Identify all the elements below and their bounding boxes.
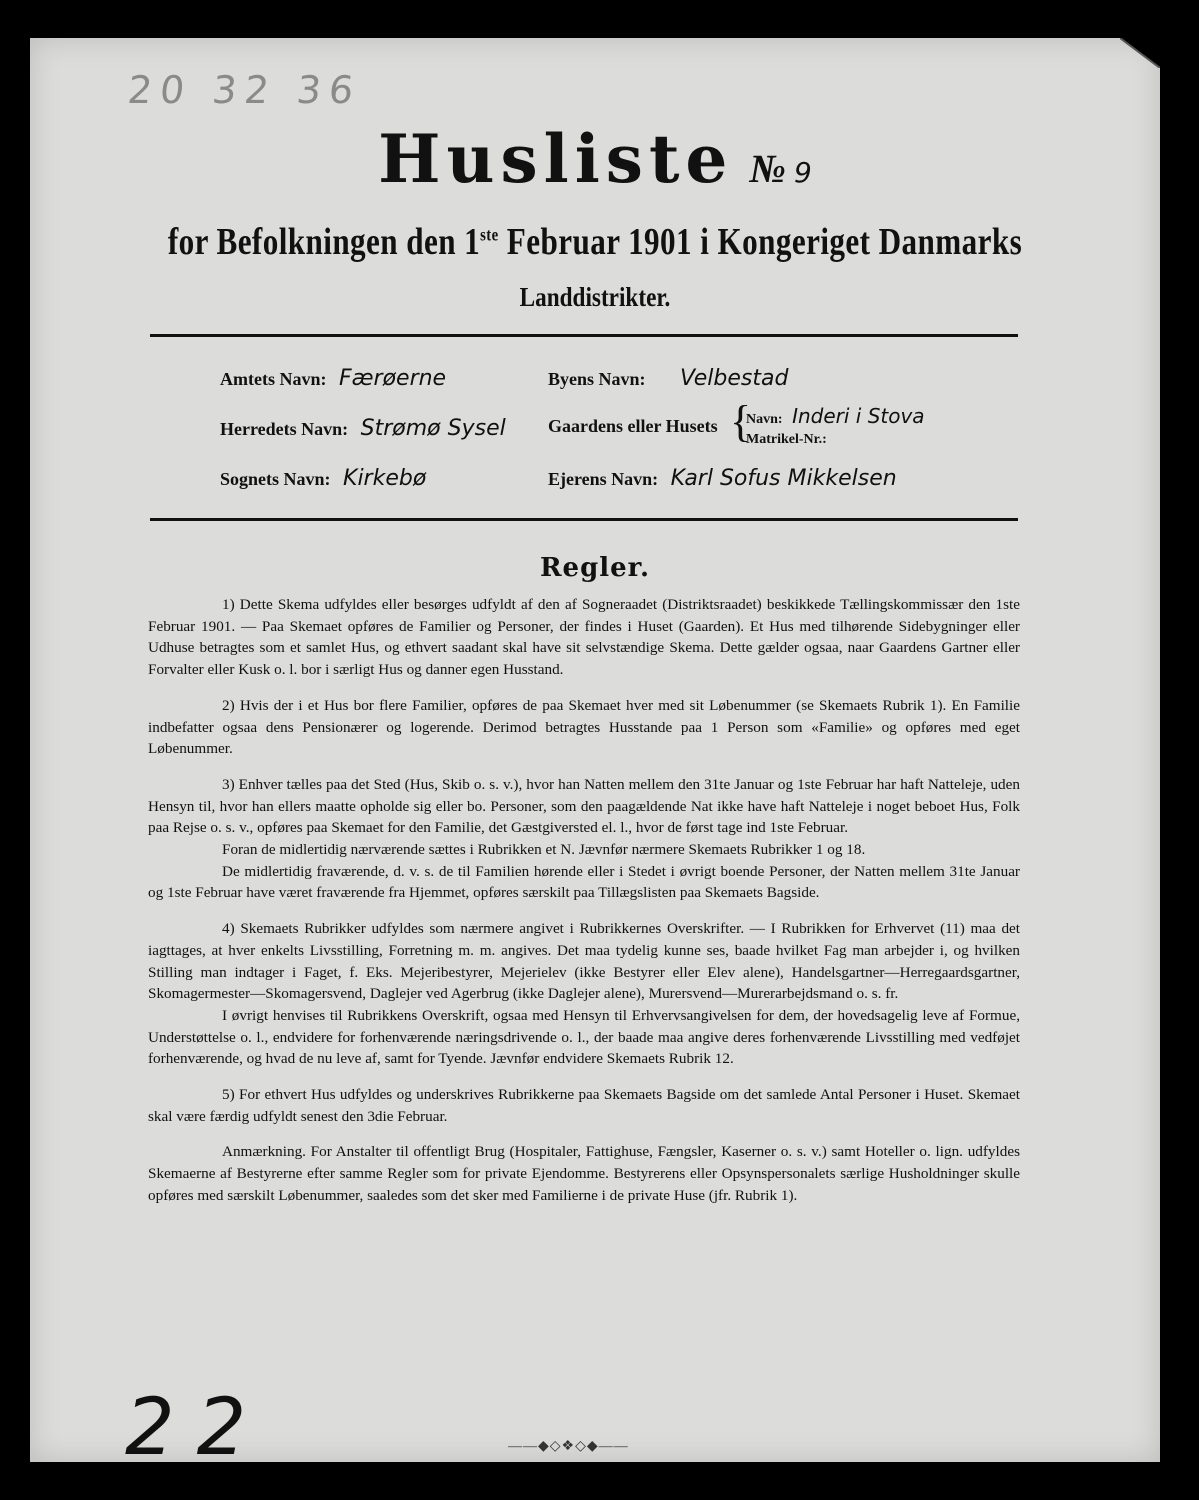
gaard-field bbox=[548, 416, 718, 437]
rule-2: 2) Hvis der i et Hus bor flere Familier, opføres de paa Skemaet hver med sit Løbenummer (se Skemaets Rubrik 1). En Familie indbefatter ogsaa dens Pensionærer og logerende. Derimod betragtes Husstande paa 1 Person som «Familie» og opføres med eget Løbenummer. bbox=[148, 696, 1020, 758]
subtitle-pre: for Befolkningen den 1 bbox=[167, 221, 481, 263]
matrikel-label: Matrikel-Nr.: bbox=[746, 432, 827, 447]
amt-label: Amtets Navn: bbox=[220, 369, 327, 389]
rule-5: 5) For ethvert Hus udfyldes og underskrives Rubrikkerne paa Skemaets Bagside om det samlede Antal Personer i Huset. Skemaet skal være færdig udfyldt senest den 3die Februar. bbox=[148, 1086, 1020, 1125]
by-value: Velbestad bbox=[680, 366, 789, 391]
ejer-label: Ejerens Navn: bbox=[548, 469, 659, 489]
herred-value: Strømø Sysel bbox=[360, 416, 506, 441]
brace: { bbox=[730, 397, 752, 446]
matrikel-field bbox=[746, 432, 827, 448]
amt-field bbox=[220, 366, 446, 391]
ejer-field bbox=[548, 466, 897, 491]
sogn-field bbox=[220, 466, 426, 491]
handwritten-reference-numbers: 20 32 36 bbox=[125, 68, 364, 112]
gaard-label: Gaardens eller Husets bbox=[548, 416, 718, 436]
title-text: Husliste bbox=[378, 120, 734, 198]
folded-corner bbox=[1120, 38, 1160, 68]
rule-3b: Foran de midlertidig nærværende sættes i Rubrikken et N. Jævnfør nærmere Skemaets Rubrikker 1 og 18. bbox=[222, 841, 866, 859]
subtitle-sup: ste bbox=[480, 224, 499, 245]
ornament: ——◆◇❖◇◆—— bbox=[508, 1439, 629, 1454]
rule-3c: De midlertidig fraværende, d. v. s. de til Familien hørende eller i Stedet i øvrigt boende Personer, der Natten mellem 31te Januar og 1ste Februar have været fraværende fra Hjemmet, opføres særskilt paa Tillægslisten paa Skemaets Bagside. bbox=[148, 862, 1020, 902]
sogn-value: Kirkebø bbox=[343, 466, 427, 491]
divider-bottom bbox=[150, 518, 1018, 521]
rule-3: 3) Enhver tælles paa det Sted (Hus, Skib o. s. v.), hvor han Natten mellem den 31te Januar og 1ste Februar har haft Natteleje, uden Hensyn til, hvor han ellers maatte opholde sig eller bo. Personer, som den paagældende Nat ikke have haft Natteleje i noget beboet Hus, Folk paa Rejse o. s. v., opføres paa Skemaet for den Familie, det Gæstgiversted el. l., hvor de først tage ind 1ste Februar. bbox=[148, 775, 1020, 837]
number-label: № bbox=[749, 146, 787, 191]
form-subtitle bbox=[132, 220, 1059, 264]
district-heading: Landdistrikter. bbox=[519, 282, 671, 312]
by-field bbox=[548, 366, 788, 391]
handwritten-page-number: 22 bbox=[125, 1383, 269, 1473]
rule-4b: I øvrigt henvises til Rubrikkens Overskrift, ogsaa med Hensyn til Erhvervsangivelsen for dem, der hovedsagelig leve af Formue, Understøttelse o. l., endvidere for forhenværende næringsdrivende o. l., der baade maa angive deres forhenværende Livsstilling med vedføjet forhenværende, og hvad de nu leve af, samt for Tyende. Jævnfør endvidere Skemaets Rubrik 12. bbox=[148, 1006, 1020, 1068]
rule-1: 1) Dette Skema udfyldes eller besørges udfyldt af den af Sogneraadet (Distriktsraadet) beskikkede Tællingskommissær den 1ste Februar 1901. — Paa Skemaet opføres de Familier og Personer, der findes i Huset (Gaarden). Et Hus med tilhørende Sidebygninger eller Udhuse betragtes som et samlet Hus, og ethvert saadant skal have sit selvstændige Skema. Dette gælder ogsaa, naar Gaardens Gartner eller Forvalter eller Kusk o. l. bor i særligt Hus og danner egen Husstand. bbox=[148, 596, 1020, 679]
gaard-navn-field bbox=[746, 404, 925, 428]
note: Anmærkning. For Anstalter til offentligt Brug (Hospitaler, Fattighuse, Fængsler, Kaserner o. s. v.) samt Hoteller o. lign. udfyldes Skemaerne af Bestyrerne efter samme Regler som for private Ejendomme. Bestyrerens eller Opsynspersonalets særlige Husholdninger skulle opføres med særskilt Løbenummer, saaledes som det sker med Familierne i de private Huse (jfr. Rubrik 1). bbox=[148, 1143, 1020, 1204]
gaard-navn-label: Navn: bbox=[746, 412, 783, 427]
subtitle-post: Februar 1901 i Kongeriget Danmarks bbox=[498, 221, 1023, 263]
number-value: 9 bbox=[794, 156, 812, 189]
by-label: Byens Navn: bbox=[548, 369, 646, 389]
herred-field bbox=[220, 416, 506, 441]
rules-heading: Regler. bbox=[539, 553, 651, 583]
amt-value: Færøerne bbox=[338, 366, 447, 391]
divider-top bbox=[150, 334, 1018, 337]
census-form-page bbox=[30, 38, 1160, 1473]
herred-label: Herredets Navn: bbox=[220, 419, 349, 439]
ejer-value: Karl Sofus Mikkelsen bbox=[670, 466, 897, 491]
rules-body bbox=[148, 594, 1020, 1221]
rule-4: 4) Skemaets Rubrikker udfyldes som nærmere angivet i Rubrikkernes Overskrifter. — I Rubrikken for Erhvervet (11) maa det iagttages, at hver enkelts Livsstilling, Forretning m. m. angives. Det maa tydelig kunne ses, baade hvilket Fag man arbejder i, og hvilken Stilling man indtager i Faget, f. Eks. Mejeribestyrer, Mejerielev (ikke Bestyrer eller Elev alene), Handelsgartner—Herregaardsgartner, Skomagermester—Skomagersvend, Daglejer ved Agerbrug (ikke Daglejer alene), Murersvend—Murerarbejdsmand o. s. fr. bbox=[148, 920, 1020, 1003]
sogn-label: Sognets Navn: bbox=[220, 469, 331, 489]
gaard-navn-value: Inderi i Stova bbox=[792, 404, 925, 428]
form-title bbox=[30, 120, 1160, 198]
